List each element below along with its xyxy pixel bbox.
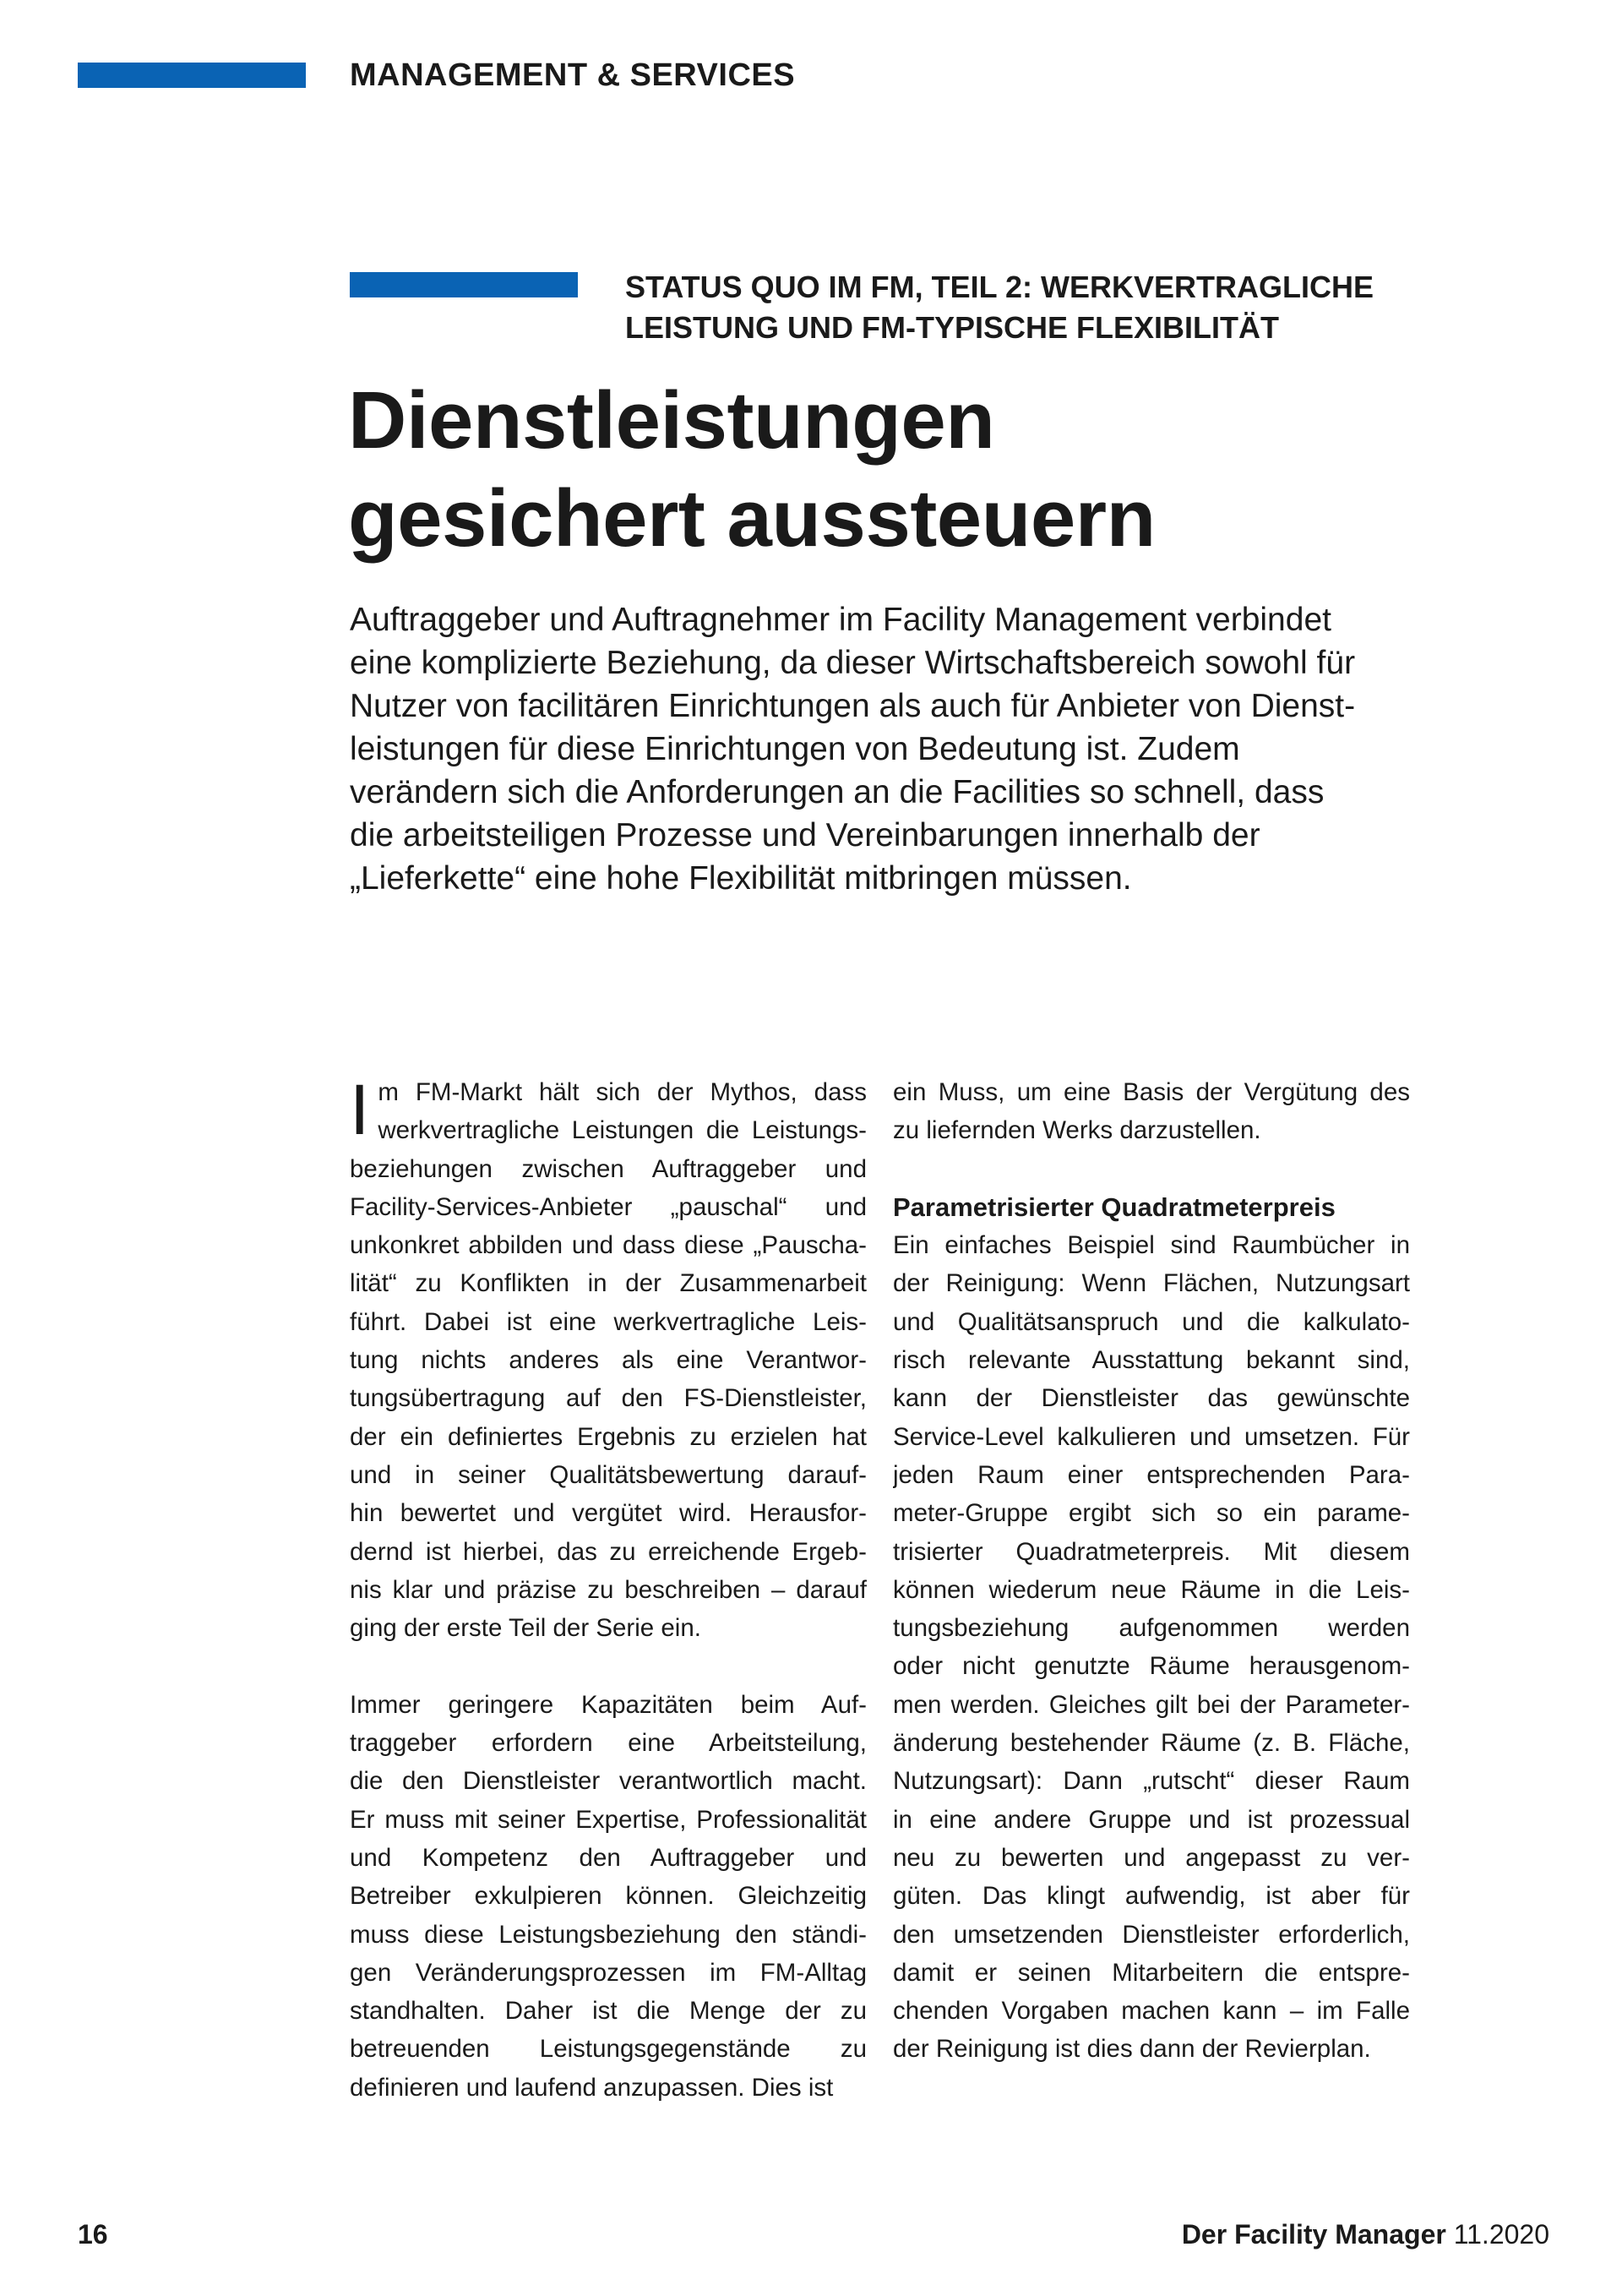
body-line: meter-Gruppe ergibt sich so ein parame-: [893, 1499, 1410, 1528]
body-line: und Kompetenz den Auftraggeber und: [350, 1843, 867, 1872]
article-kicker: [625, 267, 1470, 348]
body-line: neu zu bewerten und angepasst zu ver-: [893, 1843, 1410, 1872]
body-line: ein Muss, um eine Basis der Vergütung des: [893, 1078, 1410, 1106]
kicker-accent-bar: [350, 272, 578, 297]
body-line: in eine andere Gruppe und ist prozessual: [893, 1805, 1410, 1834]
body-line: chenden Vorgaben machen kann – im Falle: [893, 1997, 1410, 2026]
body-line: Betreiber exkulpieren können. Gleichzeitig: [350, 1882, 867, 1911]
lead-line: „Lieferkette“ eine hohe Flexibilität mitbringen müssen.: [350, 860, 1132, 897]
lead-line: die arbeitsteiligen Prozesse und Vereinbarungen innerhalb der: [350, 817, 1260, 854]
body-paragraph: [350, 1070, 867, 1647]
body-line: hin bewertet und vergütet wird. Herausfor-: [350, 1499, 867, 1528]
section-accent-bar: [78, 63, 306, 88]
body-line: Service-Level kalkulieren und umsetzen. Für: [893, 1422, 1410, 1451]
section-label: MANAGEMENT & SERVICES: [350, 57, 796, 93]
body-line: den umsetzenden Dienstleister erforderlich,: [893, 1920, 1410, 1949]
lead-line: verändern sich die Anforderungen an die Facilities so schnell, dass: [350, 774, 1325, 810]
body-line: kann der Dienstleister das gewünschte: [893, 1384, 1410, 1413]
body-line: tungsübertragung auf den FS-Dienstleister,: [350, 1384, 867, 1413]
body-line: und in seiner Qualitätsbewertung darauf-: [350, 1460, 867, 1489]
body-line: lität“ zu Konflikten in der Zusammenarbeit: [350, 1269, 867, 1298]
body-line: Ein einfaches Beispiel sind Raumbücher in: [893, 1231, 1410, 1260]
lead-line: leistungen für diese Einrichtungen von Bedeutung ist. Zudem: [350, 731, 1240, 767]
body-line: ging der erste Teil der Serie ein.: [350, 1614, 701, 1643]
body-line: betreuenden Leistungsgegenstände zu: [350, 2035, 867, 2064]
body-paragraph: [893, 1073, 1410, 1150]
body-line: können wiederum neue Räume in die Leis-: [893, 1575, 1410, 1604]
body-line: Er muss mit seiner Expertise, Professionalität: [350, 1805, 867, 1834]
body-line: tungsbeziehung aufgenommen werden: [893, 1614, 1410, 1643]
body-line: und Qualitätsanspruch und die kalkulato-: [893, 1307, 1410, 1336]
article-headline: [348, 372, 1446, 568]
body-line: men werden. Gleiches gilt bei der Parameter-: [893, 1690, 1410, 1719]
body-line: führt. Dabei ist eine werkvertragliche Leis-: [350, 1307, 867, 1336]
body-line: zu liefernden Werks darzustellen.: [893, 1116, 1261, 1145]
kicker-line: LEISTUNG UND FM-TYPISCHE FLEXIBILITÄT: [625, 310, 1279, 345]
publication-footer: [1182, 2219, 1549, 2250]
body-line: damit er seinen Mitarbeitern die entspre-: [893, 1958, 1410, 1987]
lead-line: Nutzer von facilitären Einrichtungen als auch für Anbieter von Dienst-: [350, 688, 1356, 724]
body-line: unkonkret abbilden und dass diese „Pauscha-: [350, 1231, 867, 1260]
body-column-right: [893, 1073, 1410, 2107]
article-lead: [350, 598, 1414, 900]
body-line: güten. Das klingt aufwendig, ist aber für: [893, 1882, 1410, 1911]
body-line: trisierter Quadratmeterpreis. Mit diesem: [893, 1537, 1410, 1566]
body-line: Facility-Services-Anbieter „pauschal“ und: [350, 1192, 867, 1221]
body-line: traggeber erfordern eine Arbeitsteilung,: [350, 1729, 867, 1758]
lead-line: Auftraggeber und Auftragnehmer im Facility Management verbindet: [350, 602, 1331, 638]
page-number: 16: [78, 2219, 108, 2250]
kicker-line: STATUS QUO IM FM, TEIL 2: WERKVERTRAGLICHE: [625, 270, 1374, 304]
body-line: der Reinigung ist dies dann der Revierplan.: [893, 2035, 1371, 2064]
body-line: werkvertragliche Leistungen die Leistungs-: [378, 1116, 867, 1145]
publication-name: Der Facility Manager: [1181, 2219, 1446, 2250]
body-line: beziehungen zwischen Auftraggeber und: [350, 1154, 867, 1183]
body-line: die den Dienstleister verantwortlich macht.: [350, 1767, 867, 1796]
lead-line: eine komplizierte Beziehung, da dieser Wirtschaftsbereich sowohl für: [350, 645, 1356, 681]
body-line: risch relevante Ausstattung bekannt sind,: [893, 1346, 1410, 1375]
body-line: muss diese Leistungsbeziehung den ständi-: [350, 1920, 867, 1949]
body-line: definieren und laufend anzupassen. Dies ist: [350, 2073, 834, 2102]
body-line: tung nichts anderes als eine Verantwor-: [350, 1346, 867, 1375]
body-paragraph: [350, 1686, 867, 2107]
body-column-left: [350, 1070, 867, 2145]
body-line: jeden Raum einer entsprechenden Para-: [893, 1460, 1410, 1489]
headline-line: Dienstleistungen: [348, 375, 995, 466]
body-line: m FM-Markt hält sich der Mythos, dass: [378, 1078, 867, 1106]
headline-line: gesichert aussteuern: [348, 473, 1156, 564]
body-line: Immer geringere Kapazitäten beim Auf-: [350, 1690, 867, 1719]
issue-number: 11.2020: [1453, 2219, 1549, 2250]
body-line: gen Veränderungsprozessen im FM-Alltag: [350, 1958, 867, 1987]
body-line: der Reinigung: Wenn Flächen, Nutzungsart: [893, 1269, 1410, 1298]
body-line: änderung bestehender Räume (z. B. Fläche,: [893, 1729, 1410, 1758]
body-line: Nutzungsart): Dann „rutscht“ dieser Raum: [893, 1767, 1410, 1796]
body-line: nis klar und präzise zu beschreiben – darauf: [350, 1575, 867, 1604]
section-subheading: Parametrisierter Quadratmeterpreis: [893, 1192, 1336, 1222]
body-line: dernd ist hierbei, das zu erreichende Ergeb-: [350, 1537, 867, 1566]
body-line: standhalten. Daher ist die Menge der zu: [350, 1997, 867, 2026]
body-paragraph: [893, 1188, 1410, 2069]
drop-cap: I: [350, 1070, 370, 1149]
body-line: der ein definiertes Ergebnis zu erzielen hat: [350, 1422, 867, 1451]
body-line: oder nicht genutzte Räume herausgenom-: [893, 1652, 1410, 1681]
